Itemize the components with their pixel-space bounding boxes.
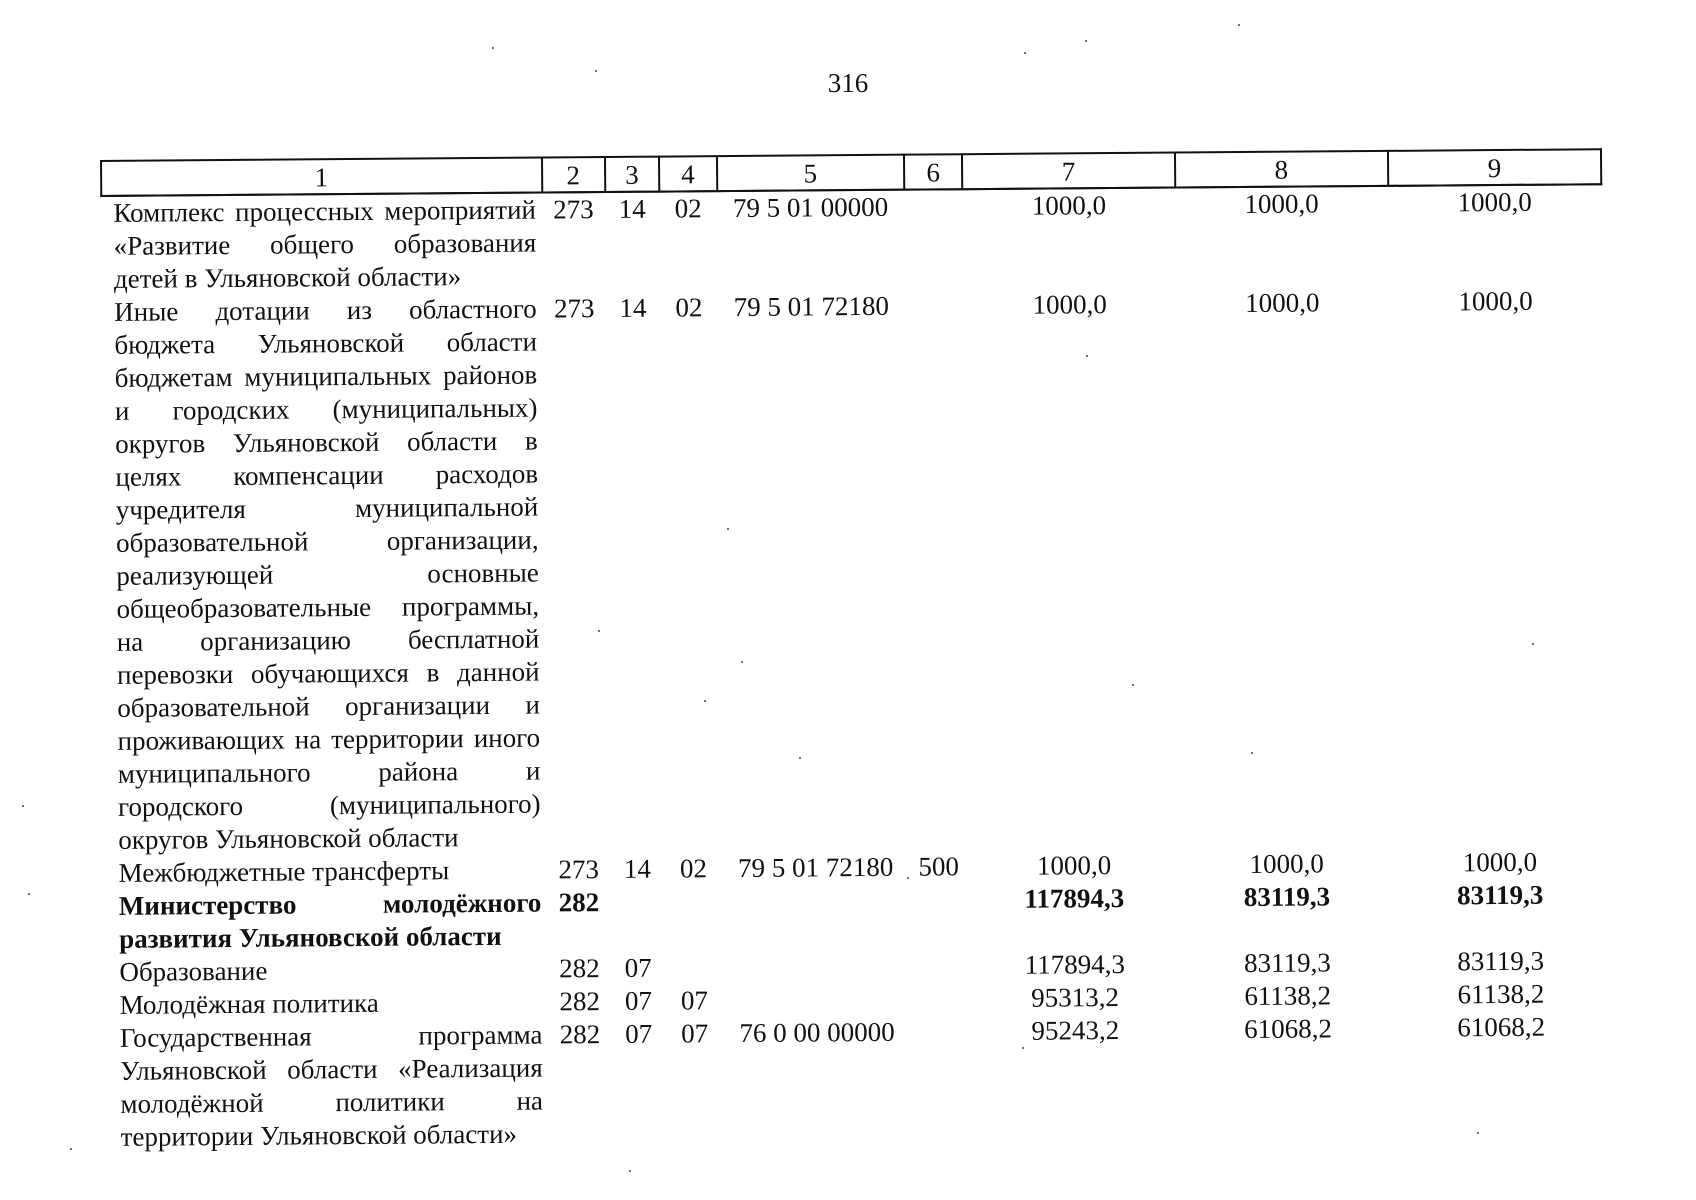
- row-subsection-code: 07: [680, 985, 709, 1016]
- row-section-code: 07: [624, 985, 653, 1016]
- row-target-code: [722, 884, 910, 951]
- header-col-9: 9: [1388, 149, 1602, 186]
- row-amount-8: 83119,3: [1243, 881, 1331, 913]
- row-amount-9: 1000,0: [1462, 846, 1538, 878]
- scan-speck: [1477, 1132, 1479, 1134]
- row-name: Государственная программа Ульяновской области «Реализация молодёжной политики на территории Ульяновской области»: [119, 1019, 544, 1152]
- row-ministry-code: 273: [553, 194, 594, 225]
- header-col-4: 4: [659, 156, 717, 191]
- header-col-2: 2: [542, 157, 605, 192]
- row-amount-7: 1000,0: [1032, 289, 1107, 320]
- header-col-7: 7: [962, 153, 1174, 190]
- row-expense-type: [909, 883, 968, 949]
- row-amount-7: 95313,2: [1031, 982, 1120, 1013]
- row-target-code: [723, 983, 910, 1017]
- table-row: [101, 184, 1602, 296]
- row-expense-type: [910, 1015, 970, 1147]
- scan-speck: [907, 877, 909, 879]
- row-expense-type: [904, 189, 964, 289]
- row-section-code: 07: [624, 952, 652, 983]
- row-expense-type: [910, 982, 969, 1015]
- header-col-1: 1: [101, 158, 542, 196]
- row-target-code: 76 0 00 00000: [739, 1016, 895, 1049]
- scan-speck: [1022, 1047, 1024, 1049]
- scan-speck: [22, 805, 24, 807]
- scan-speck: [1238, 24, 1240, 26]
- row-amount-9: 83119,3: [1456, 879, 1544, 911]
- table-row: [107, 878, 1607, 956]
- scan-speck: [595, 70, 597, 72]
- row-section-code: 07: [625, 1018, 653, 1049]
- row-subsection-code: [665, 951, 723, 984]
- page-number: 316: [827, 68, 869, 98]
- row-target-code: 79 5 01 72180: [737, 851, 894, 884]
- row-amount-9: 1000,0: [1457, 186, 1532, 218]
- row-amount-7: 117894,3: [1024, 948, 1126, 980]
- row-expense-type: [910, 949, 969, 982]
- row-amount-7: 95243,2: [1031, 1015, 1120, 1046]
- row-name: Комплекс процессных мероприятий «Развитие общего образования детей в Ульяновской области»: [113, 194, 537, 294]
- scan-speck: [1086, 355, 1088, 357]
- row-name: Образование: [119, 955, 268, 987]
- table-row: [108, 1010, 1609, 1154]
- row-ministry-code: 273: [558, 854, 600, 885]
- row-section-code: [610, 886, 665, 952]
- row-amount-7: 117894,3: [1024, 882, 1125, 914]
- scan-speck: [1251, 752, 1253, 754]
- row-expense-type: [905, 289, 968, 850]
- scan-speck: [598, 630, 600, 632]
- row-name: Молодёжная политика: [119, 987, 379, 1020]
- row-section-code: 14: [618, 193, 646, 224]
- scan-speck: [70, 1148, 72, 1150]
- row-ministry-code: 273: [553, 293, 595, 324]
- row-amount-8: 1000,0: [1245, 287, 1320, 319]
- budget-table: [100, 148, 1610, 1154]
- row-amount-9: 83119,3: [1457, 945, 1545, 977]
- row-name: Министерство молодёжного развития Ульяновской области: [118, 887, 542, 954]
- row-subsection-code: [665, 885, 723, 951]
- row-amount-8: 1000,0: [1249, 848, 1324, 879]
- header-col-6: 6: [904, 154, 963, 189]
- row-amount-7: 1000,0: [1031, 190, 1107, 221]
- row-amount-8: 61138,2: [1244, 980, 1332, 1012]
- row-amount-9: 61068,2: [1457, 1011, 1546, 1043]
- row-ministry-code: 282: [559, 1019, 601, 1050]
- row-subsection-code: 02: [679, 853, 707, 884]
- row-amount-9: 61138,2: [1457, 978, 1545, 1010]
- row-target-code: 79 5 01 72180: [733, 290, 890, 323]
- scan-speck: [492, 47, 494, 49]
- row-subsection-code: 02: [675, 292, 703, 323]
- row-ministry-code: 282: [558, 887, 600, 918]
- row-subsection-code: 07: [681, 1018, 709, 1049]
- scan-speck: [1532, 643, 1534, 645]
- row-ministry-code: 282: [559, 986, 601, 1017]
- scan-speck: [704, 700, 706, 702]
- table-row: [102, 284, 1606, 857]
- scan-speck: [727, 528, 729, 530]
- row-target-code: 79 5 01 00000: [732, 191, 889, 224]
- row-amount-8: 61068,2: [1244, 1013, 1332, 1045]
- header-col-8: 8: [1175, 151, 1388, 188]
- scan-speck: [28, 893, 30, 895]
- row-amount-7: 1000,0: [1036, 850, 1112, 881]
- row-name: Межбюджетные трансферты: [118, 855, 450, 888]
- row-name: Иные дотации из областного бюджета Ульяновской области бюджетам муниципальных районов и городских (муниципальных) округов Ульяновской области в целях компенсации расходов учредителя муниципальной образовательной организации, реализующей основные общеобразовательные программы, на организацию бесплатной перевозки обучающихся в данной образовательной организации и проживающих на территории иного муниципального района и городского (муниципального) округов Ульяновской области: [114, 293, 541, 855]
- row-target-code: [723, 950, 910, 984]
- header-col-3: 3: [605, 157, 660, 192]
- row-section-code: 14: [619, 292, 647, 323]
- row-section-code: 14: [623, 853, 651, 884]
- scan-speck: [1085, 40, 1087, 42]
- scan-speck: [1132, 684, 1134, 686]
- row-amount-8: 1000,0: [1244, 188, 1319, 220]
- scan-speck: [741, 661, 743, 663]
- row-expense-type: 500: [918, 851, 960, 882]
- scan-speck: [799, 757, 801, 759]
- row-ministry-code: 282: [559, 953, 600, 984]
- row-amount-9: 1000,0: [1458, 285, 1533, 317]
- scan-speck: [1024, 52, 1026, 54]
- header-col-5: 5: [717, 155, 904, 191]
- scan-speck: [629, 1170, 631, 1172]
- row-amount-8: 83119,3: [1243, 947, 1331, 979]
- row-subsection-code: 02: [674, 193, 702, 224]
